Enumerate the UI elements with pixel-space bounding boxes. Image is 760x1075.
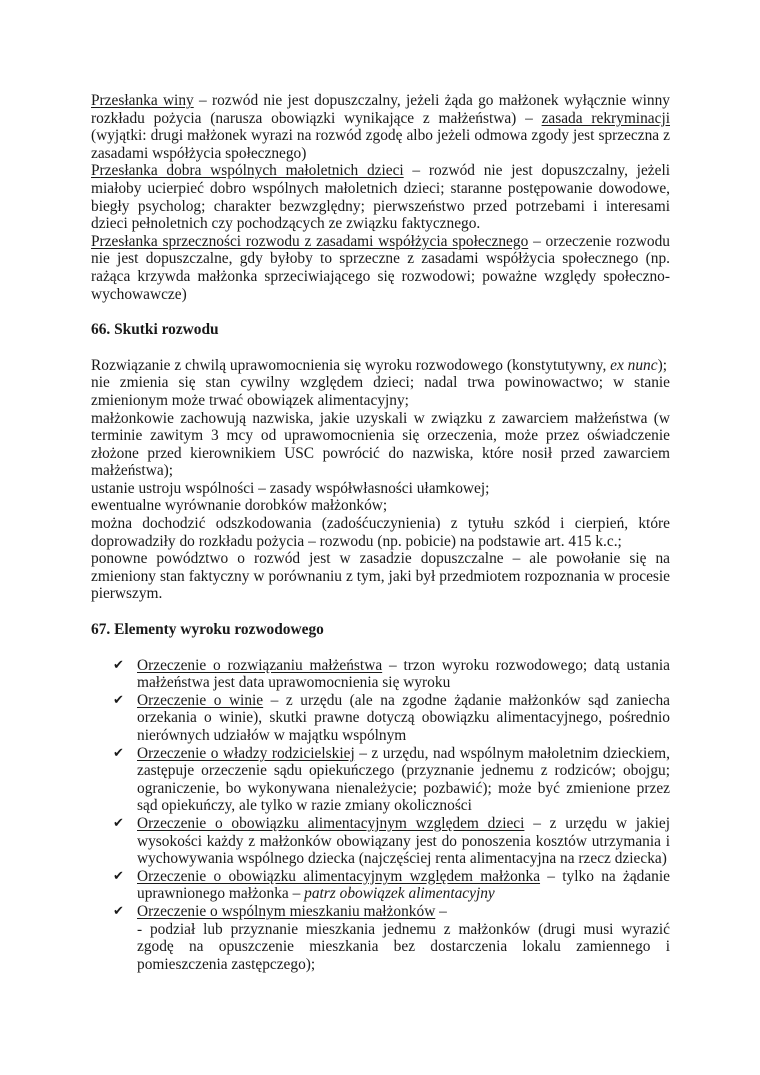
list-item-term: Orzeczenie o obowiązku alimentacyjnym względem małżonka xyxy=(137,867,541,885)
list-item xyxy=(91,868,670,903)
check-icon: ✔ xyxy=(113,745,124,761)
term-przeslanka-sprzecznosci: Przesłanka sprzeczności rozwodu z zasadami współżycia społecznego xyxy=(91,232,529,250)
list-item-term: Orzeczenie o winie xyxy=(137,691,264,709)
check-icon: ✔ xyxy=(113,692,124,708)
paragraph-ponowne-powodztwo: ponowne powództwo o rozwód jest w zasadzie dopuszczalne – ale powołanie się na zmieniony stan faktyczny w porównaniu z tym, jaki był przedmiotem rozpoznania w procesie pierwszym. xyxy=(91,550,670,603)
term-przeslanka-dobra-dzieci: Przesłanka dobra wspólnych małoletnich dzieci xyxy=(91,162,404,180)
text: – orzeczenie rozwodu nie jest dopuszczalne, gdy byłoby to sprzeczne z zasadami współżycia społecznego (np. rażąca krzywda małżonka sprzeciwiającego się rozwodowi; poważne względy społeczno-wychowawcze) xyxy=(91,232,670,303)
list-item xyxy=(91,657,670,692)
paragraph-przeslanka-winy xyxy=(91,92,670,162)
paragraph-wyrownanie: ewentualne wyrównanie dorobków małżonków; xyxy=(91,497,388,515)
text: ); xyxy=(657,356,667,374)
list-item-text: – z urzędu (ale na zgodne żądanie małżonków sąd zaniecha orzekania o winie), skutki prawne dotyczą obowiązku alimentacyjnego, pośrednio nierównych udziałów w majątku wspólnym xyxy=(137,691,670,744)
list-item-term: Orzeczenie o władzy rodzicielskiej xyxy=(137,744,355,762)
list-item-term: Orzeczenie o obowiązku alimentacyjnym względem dzieci xyxy=(137,814,525,832)
text-ex-nunc: ex nunc xyxy=(610,356,658,374)
heading-skutki-rozwodu: 66. Skutki rozwodu xyxy=(91,321,219,339)
paragraph-nazwiska: małżonkowie zachowują nazwiska, jakie uzyskali w związku z zawarciem małżeństwa (w terminie zawitym 3 mcy od uprawomocnienia się orzeczenia, może przez oświadczenie złożone przed kierownikiem USC powrócić do nazwiska, które nosił przed zawarciem małżeństwa); xyxy=(91,409,670,480)
paragraph-przeslanka-dobra-dzieci xyxy=(91,162,670,232)
checklist-elementy-wyroku xyxy=(91,657,670,974)
list-item-italic: patrz obowiązek alimentacyjny xyxy=(304,885,495,903)
text: – rozwód nie jest dopuszczalny, jeżeli miałoby ucierpieć dobro wspólnych małoletnich dzieci; staranne postępowanie dowodowe, biegły psycholog; charakter bezwzględny; pierwszeństwo przed potrzebami i interesami dzieci pełnoletnich czy pochodzących ze związku faktycznego. xyxy=(91,162,670,233)
term-zasada-rekryminacji: zasada rekryminacji xyxy=(541,109,670,127)
list-item-text: – tylko na żądanie uprawnionego małżonka – xyxy=(137,867,670,903)
text: (wyjątki: drugi małżonek wyrazi na rozwód zgodę albo jeżeli odmowa zgody jest sprzeczna z zasadami współżycia społecznego) xyxy=(91,127,670,162)
paragraph-ustroj: ustanie ustroju wspólności – zasady współwłasności ułamkowej; xyxy=(91,479,490,497)
list-item-continuation: - podział lub przyznanie mieszkania jednemu z małżonków (drugi musi wyrazić zgodę na opuszczenie mieszkania bez dostarczenia lokalu zamiennego i pomieszczenia zastępczego); xyxy=(137,920,670,973)
paragraph-rozwiazanie xyxy=(91,357,670,375)
heading-elementy-wyroku: 67. Elementy wyroku rozwodowego xyxy=(91,621,324,639)
list-item-text: – xyxy=(435,902,447,920)
list-item-term: Orzeczenie o rozwiązaniu małżeństwa xyxy=(137,656,383,674)
paragraph-przeslanka-sprzecznosci xyxy=(91,233,670,303)
list-item-term: Orzeczenie o wspólnym mieszkaniu małżonków xyxy=(137,902,436,920)
check-icon: ✔ xyxy=(113,903,124,919)
list-item xyxy=(91,903,670,973)
document-page xyxy=(91,92,670,973)
text: Rozwiązanie z chwilą uprawomocnienia się wyroku rozwodowego (konstytutywny, xyxy=(91,356,611,374)
list-item xyxy=(91,815,670,868)
text: – rozwód nie jest dopuszczalny, jeżeli żąda go małżonek wyłącznie winny rozkładu pożycia (narusza obowiązki wynikające z małżeństwa) – xyxy=(91,92,671,127)
paragraph-stan-cywilny: nie zmienia się stan cywilny względem dzieci; nadal trwa powinowactwo; w stanie zmienionym może trwać obowiązek alimentacyjny; xyxy=(91,374,670,409)
paragraph-odszkodowanie: można dochodzić odszkodowania (zadośćuczynienia) z tytułu szkód i cierpień, które doprowadziły do rozkładu pożycia – rozwodu (np. pobicie) na podstawie art. 415 k.c.; xyxy=(91,515,670,550)
check-icon: ✔ xyxy=(113,815,124,831)
list-item-text: – trzon wyroku rozwodowego; datą ustania małżeństwa jest data uprawomocnienia się wyroku xyxy=(137,656,670,692)
check-icon: ✔ xyxy=(113,868,124,884)
list-item xyxy=(91,745,670,815)
term-przeslanka-winy: Przesłanka winy xyxy=(91,92,194,109)
check-icon: ✔ xyxy=(113,657,124,673)
list-item xyxy=(91,692,670,745)
list-item-text: – z urzędu, nad wspólnym małoletnim dzieckiem, zastępuje orzeczenie sądu opiekuńczego (przyznanie jednemu z rodziców; obojgu; ograniczenie, bo wykonywana nienależycie; pozbawić); może być zmienione przez sąd opiekuńczy, ale tylko w razie zmiany okoliczności xyxy=(137,744,670,815)
list-item-text: – z urzędu w jakiej wysokości każdy z małżonków obowiązany jest do ponoszenia kosztów utrzymania i wychowywania wspólnego dziecka (najczęściej renta alimentacyjna na rzecz dziecka) xyxy=(137,814,670,868)
